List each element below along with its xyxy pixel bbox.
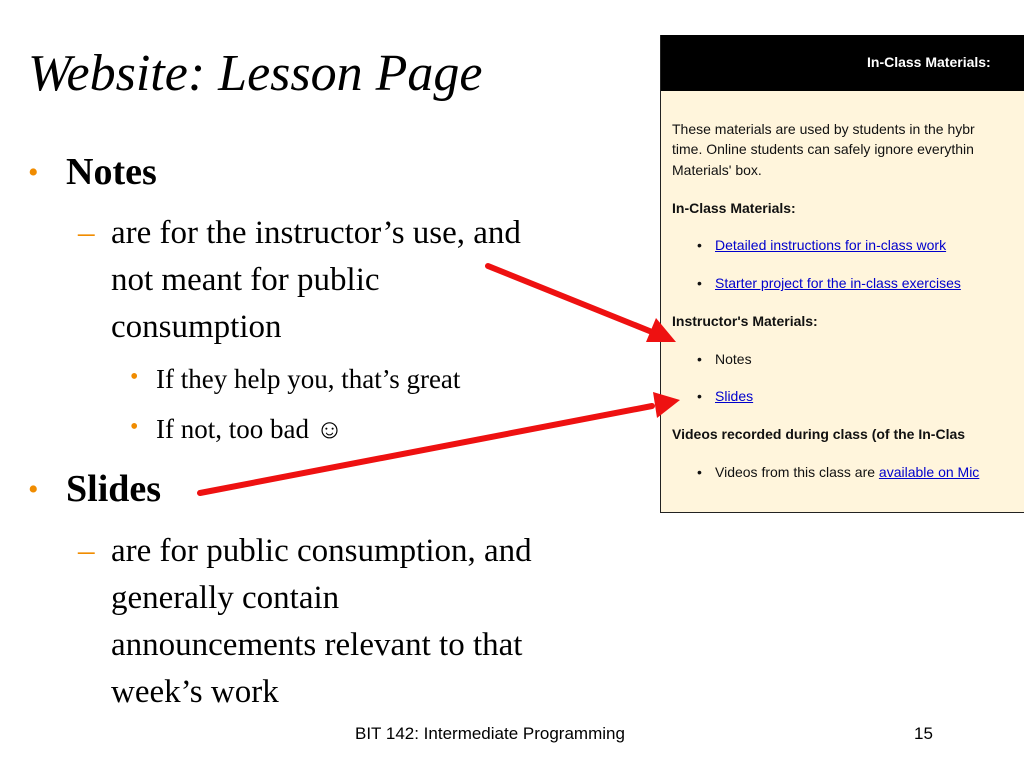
videos-link[interactable]: available on Mic: [878, 464, 980, 480]
slide-title: Website: Lesson Page: [28, 45, 483, 102]
bullet-marker: •: [28, 473, 39, 506]
in-class-heading: In-Class Materials:: [672, 200, 796, 216]
bullet-marker: •: [697, 388, 702, 404]
page-number: 15: [914, 724, 933, 743]
videos-heading: Videos recorded during class (of the In-Clas: [672, 426, 966, 442]
slides-link[interactable]: Slides: [715, 388, 754, 404]
bullet-marker: •: [697, 237, 702, 253]
arrow-line-notes: [488, 266, 652, 332]
notes-line: not meant for public: [111, 262, 380, 298]
slides-line: generally contain: [111, 580, 340, 616]
starter-project-link[interactable]: Starter project for the in-class exercises: [715, 275, 961, 291]
intro-line: These materials are used by students in the hybr: [672, 121, 975, 137]
dash-marker: –: [78, 533, 95, 569]
intro-line: time. Online students can safely ignore everythin: [672, 141, 974, 157]
bullet-marker: •: [697, 464, 702, 480]
bullet-marker: •: [130, 364, 139, 390]
panel-header-title: In-Class Materials:: [867, 54, 991, 70]
slides-line: announcements relevant to that: [111, 627, 523, 663]
bullet-slides-label: Slides: [66, 468, 162, 510]
bullet-marker: •: [28, 156, 39, 189]
notes-point-text: If they help you, that’s great: [156, 364, 461, 394]
instructions-link[interactable]: Detailed instructions for in-class work: [715, 237, 947, 253]
notes-point-text: If not, too bad ☺: [156, 414, 344, 444]
dash-marker: –: [78, 215, 95, 251]
notes-line: consumption: [111, 309, 282, 345]
slides-line: are for public consumption, and: [111, 533, 532, 569]
instructor-heading: Instructor's Materials:: [672, 313, 818, 329]
arrowhead-slides: [653, 392, 680, 418]
slide-footer: BIT 142: Intermediate Programming: [355, 724, 625, 743]
slides-line: week’s work: [111, 674, 279, 710]
videos-text: Videos from this class are: [715, 464, 879, 480]
bullet-marker: •: [697, 351, 702, 367]
notes-item: Notes: [715, 351, 752, 367]
intro-line: Materials' box.: [672, 162, 762, 178]
bullet-marker: •: [697, 275, 702, 291]
arrow-line-slides: [200, 406, 652, 493]
notes-line: are for the instructor’s use, and: [111, 215, 521, 251]
bullet-notes-label: Notes: [66, 151, 157, 193]
bullet-marker: •: [130, 414, 139, 440]
